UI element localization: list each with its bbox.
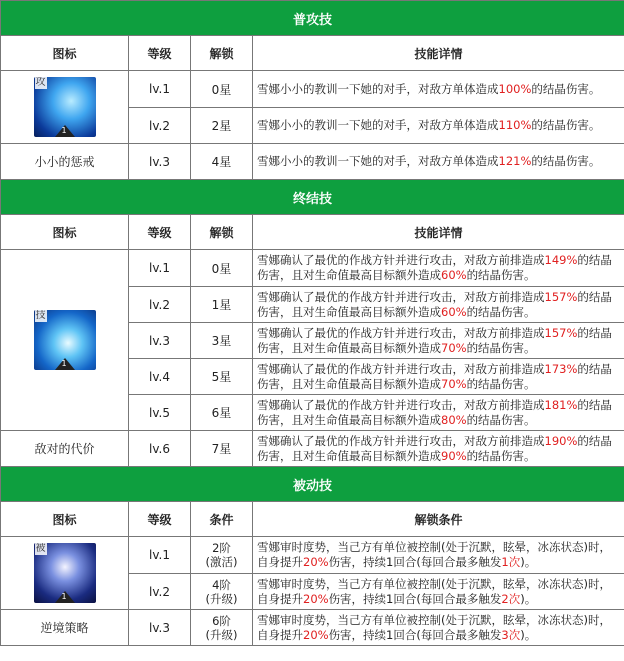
header-unlock: 解锁: [191, 36, 253, 71]
unlock-cell: 3星: [191, 323, 253, 359]
header-icon: 图标: [1, 36, 129, 71]
unlock-cell: 0星: [191, 71, 253, 108]
unlock-cell: 4星: [191, 144, 253, 180]
icon-tag: 技: [35, 310, 46, 321]
skill-description: 雪娜确认了最优的作战方针并进行攻击，对敌方前排造成149%的结晶伤害，且对生命值最高目标额外造成60%的结晶伤害。: [253, 250, 624, 287]
rank-badge-icon: 1: [55, 358, 75, 370]
header-level: 等级: [129, 502, 191, 537]
passive-row-1: [1, 537, 624, 574]
level-cell: lv.3: [129, 323, 191, 359]
skill-description: 雪娜确认了最优的作战方针并进行攻击，对敌方前排造成181%的结晶伤害，且对生命值最高目标额外造成80%的结晶伤害。: [253, 395, 624, 431]
unlock-cell: 7星: [191, 431, 253, 467]
passive-row-3: [1, 610, 624, 646]
icon-tag: 攻: [35, 77, 46, 88]
ice-crystal-attack-icon: [34, 77, 96, 137]
unlock-cell: 6星: [191, 395, 253, 431]
header-level: 等级: [129, 36, 191, 71]
level-cell: lv.2: [129, 287, 191, 323]
header-row-normal: [1, 36, 624, 71]
level-cell: lv.1: [129, 71, 191, 108]
skill-description: 雪娜小小的教训一下她的对手，对敌方单体造成100%的结晶伤害。: [253, 71, 624, 108]
header-row-passive: [1, 502, 624, 537]
level-cell: lv.1: [129, 537, 191, 574]
ice-burst-skill-icon: [34, 310, 96, 370]
level-cell: lv.5: [129, 395, 191, 431]
normal-row-1: [1, 71, 624, 108]
header-row-finisher: [1, 215, 624, 250]
level-cell: lv.2: [129, 574, 191, 610]
level-cell: lv.3: [129, 610, 191, 646]
section-title-finisher: 终结技: [1, 180, 624, 215]
finisher-icon-cell: [1, 250, 129, 431]
section-finisher: [1, 180, 624, 215]
level-cell: lv.6: [129, 431, 191, 467]
finisher-row-6: [1, 431, 624, 467]
skill-name: 敌对的代价: [1, 431, 129, 467]
header-icon: 图标: [1, 215, 129, 250]
header-unlock-condition: 解锁条件: [253, 502, 624, 537]
section-passive: [1, 467, 624, 502]
skill-description: 雪娜确认了最优的作战方针并进行攻击，对敌方前排造成157%的结晶伤害，且对生命值最高目标额外造成60%的结晶伤害。: [253, 287, 624, 323]
skill-description: 雪娜小小的教训一下她的对手，对敌方单体造成110%的结晶伤害。: [253, 108, 624, 144]
skill-description: 雪娜确认了最优的作战方针并进行攻击，对敌方前排造成173%的结晶伤害，且对生命值最高目标额外造成70%的结晶伤害。: [253, 359, 624, 395]
level-cell: lv.4: [129, 359, 191, 395]
normal-icon-cell: [1, 71, 129, 144]
level-cell: lv.3: [129, 144, 191, 180]
unlock-cell: 5星: [191, 359, 253, 395]
condition-cell: 4阶 (升级): [191, 574, 253, 610]
section-title-passive: 被动技: [1, 467, 624, 502]
passive-icon-cell: [1, 537, 129, 610]
header-condition: 条件: [191, 502, 253, 537]
finisher-row-1: [1, 250, 624, 287]
header-detail: 技能详情: [253, 215, 624, 250]
rank-badge-icon: 1: [55, 591, 75, 603]
header-detail: 技能详情: [253, 36, 624, 71]
character-portrait-passive-icon: [34, 543, 96, 603]
level-cell: lv.1: [129, 250, 191, 287]
skill-description: 雪娜确认了最优的作战方针并进行攻击，对敌方前排造成190%的结晶伤害，且对生命值最高目标额外造成90%的结晶伤害。: [253, 431, 624, 467]
skill-description: 雪娜审时度势，当己方有单位被控制(处于沉默，眩晕，冰冻状态)时，自身提升20%伤害，持续1回合(每回合最多触发3次)。: [253, 610, 624, 646]
header-icon: 图标: [1, 502, 129, 537]
header-level: 等级: [129, 215, 191, 250]
unlock-cell: 1星: [191, 287, 253, 323]
normal-row-3: [1, 144, 624, 180]
section-title-normal: 普攻技: [1, 1, 624, 36]
condition-cell: 2阶 (激活): [191, 537, 253, 574]
skill-description: 雪娜审时度势，当己方有单位被控制(处于沉默，眩晕，冰冻状态)时，自身提升20%伤害，持续1回合(每回合最多触发1次)。: [253, 537, 624, 574]
header-unlock: 解锁: [191, 215, 253, 250]
skill-name: 逆境策略: [1, 610, 129, 646]
unlock-cell: 0星: [191, 250, 253, 287]
icon-tag: 被: [35, 543, 46, 554]
rank-badge-icon: 1: [55, 125, 75, 137]
skill-description: 雪娜审时度势，当己方有单位被控制(处于沉默，眩晕，冰冻状态)时，自身提升20%伤害，持续1回合(每回合最多触发2次)。: [253, 574, 624, 610]
condition-cell: 6阶 (升级): [191, 610, 253, 646]
skill-description: 雪娜小小的教训一下她的对手，对敌方单体造成121%的结晶伤害。: [253, 144, 624, 180]
skill-description: 雪娜确认了最优的作战方针并进行攻击，对敌方前排造成157%的结晶伤害，且对生命值最高目标额外造成70%的结晶伤害。: [253, 323, 624, 359]
section-normal-attack: [1, 1, 624, 36]
unlock-cell: 2星: [191, 108, 253, 144]
level-cell: lv.2: [129, 108, 191, 144]
skill-name: 小小的惩戒: [1, 144, 129, 180]
